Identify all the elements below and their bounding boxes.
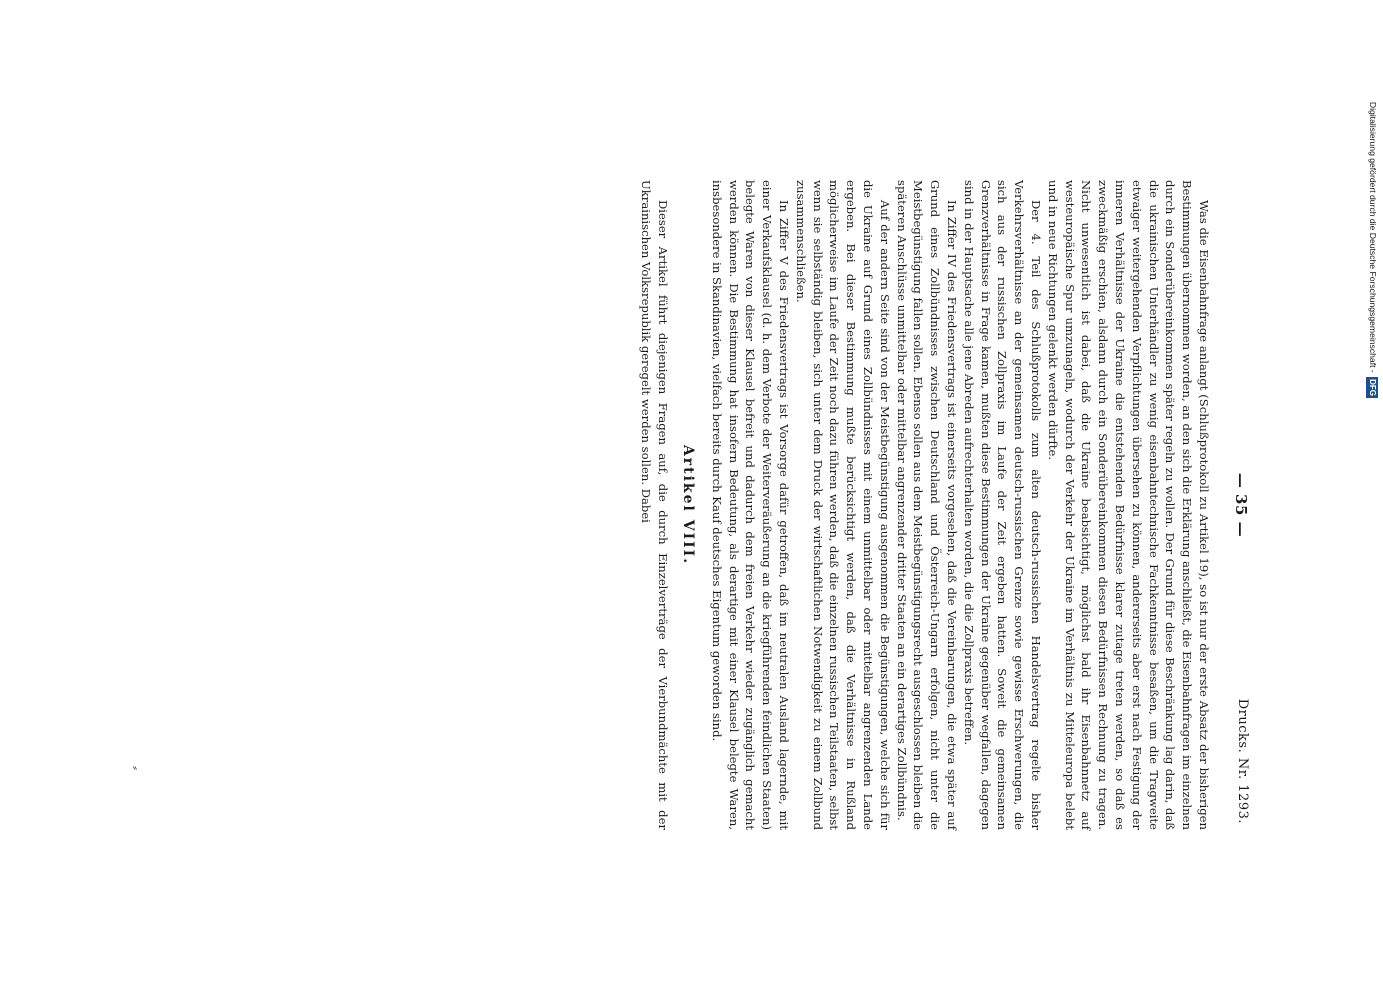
body-text [638, 180, 1212, 830]
credit-text: Digitalisierung gefördert durch die Deutsche Forschungsgemeinschaft - [1368, 101, 1378, 373]
paragraph: In Ziffer IV des Friedensvertrags ist einerseits vorgesehen, daß die Vereinbarungen, die etwa später auf Grund eines Zollbündnisses zwischen Deutschland und Österreich-Ungarn erfolgen, nicht unter die Meistbegünstigung fallen sollen. Ebenso sollen aus dem Meistbegünstigungsrecht ausgeschlossen bleiben die späteren Anschlüsse unmittelbar oder mittelbar angrenzender dritter Staaten an ein derartiges Zollbündnis. [894, 180, 960, 830]
paragraph: Dieser Artikel führt diejenigen Fragen auf, die durch Einzelverträge der Vierbundmächte mit der Ukrainischen Volksrepublik geregelt werden sollen. Dabei [639, 180, 671, 830]
ink-mark: ⸗ [129, 766, 143, 770]
dfg-logo: DFG [1368, 379, 1377, 396]
paragraph: Was die Eisenbahnfrage anlangt (Schlußprotokoll zu Artikel 19), so ist nur der erste Absatz der bisherigen Bestimmungen übernommen worden, an den sich die Erklärung anschließt, die Eisenbahnfragen im einzelnen durch ein Sonderübereinkommen später regeln zu wollen. Der Grund für diese Beschränkung lag darin, daß die ukrainischen Unterhändler zu wenig eisenbahntechnische Fachkenntnisse besaßen, um die Tragweite etwaiger weitergehenden Verpflichtungen übersehen zu können, andererseits aber erst nach Festigung der inneren Verhältnisse der Ukraine die entstehenden Bedürfnisse klarer zutage treten werden, so daß es zweckmäßig erschien, alsdann durch ein Sonderübereinkommen diesen Bedürfnissen Rechnung zu tragen. Nicht unwesentlich ist dabei, daß die Ukraine beabsichtigt, möglichst bald ihr Eisenbahnnetz auf westeuropäische Spur umzunageln, wodurch der Verkehr der Ukraine im Verhältnis zu Mitteleuropa belebt und in neue Richtungen gelenkt werden dürfte. [1045, 180, 1211, 830]
page-header [1226, 180, 1250, 830]
paragraph: In Ziffer V des Friedensvertrags ist Vorsorge dafür getroffen, daß im neutralen Ausland lagernde, mit einer Verkaufsklausel (d. h. dem Verbote der Weiterveräußerung an die kriegführenden feindlichen Staaten) belegte Waren von dieser Klausel befreit und dadurch dem freien Verkehr wieder zugänglich gemacht werden können. Die Bestimmung hat insofern Bedeutung, als derartige mit einer Klausel belegte Waren, insbesondere in Skandinavien, vielfach bereits durch Kauf deutsches Eigentum geworden sind. [709, 180, 792, 830]
paragraph: Auf der andern Seite sind von der Meistbegünstigung ausgenommen die Begünstigungen, welche sich für die Ukraine auf Grund eines Zollbündnisses mit einem unmittelbar oder mittelbar angrenzenden Lande ergeben. Bei dieser Bestimmung mußte berücksichtigt werden, daß die Verhältnisse in Rußland möglicherweise im Laufe der Zeit noch dazu führen werden, daß die einzelnen russischen Teilstaaten, selbst wenn sie selbständig bleiben, sich unter dem Druck der wirtschaftlichen Notwendigkeit zu einem Zollbund zusammenschließen. [793, 180, 892, 830]
document-reference: Drucks. Nr. 1293. [1235, 698, 1250, 824]
page-number: — 35 — [1232, 472, 1250, 538]
scanned-page [120, 180, 1250, 830]
digitization-credit [1366, 8, 1380, 398]
paragraph: Der 4. Teil des Schlußprotokolls zum alten deutsch-russischen Handelsvertrag regelte bisher Verkehrsverhältnisse an der gemeinsamen deutsch-russischen Grenze sowie gewisse Erschwerungen, die sich aus der russischen Zollpraxis im Laufe der Zeit ergeben hatten. Soweit die gemeinsamen Grenzverhältnisse in Frage kamen, mußten diese Bestimmungen der Ukraine gegenüber wegfallen, dagegen sind in der Hauptsache alle jene Abreden aufrechterhalten worden, die die Zollpraxis betreffen. [961, 180, 1044, 830]
article-heading: Artikel VIII. [680, 444, 697, 566]
